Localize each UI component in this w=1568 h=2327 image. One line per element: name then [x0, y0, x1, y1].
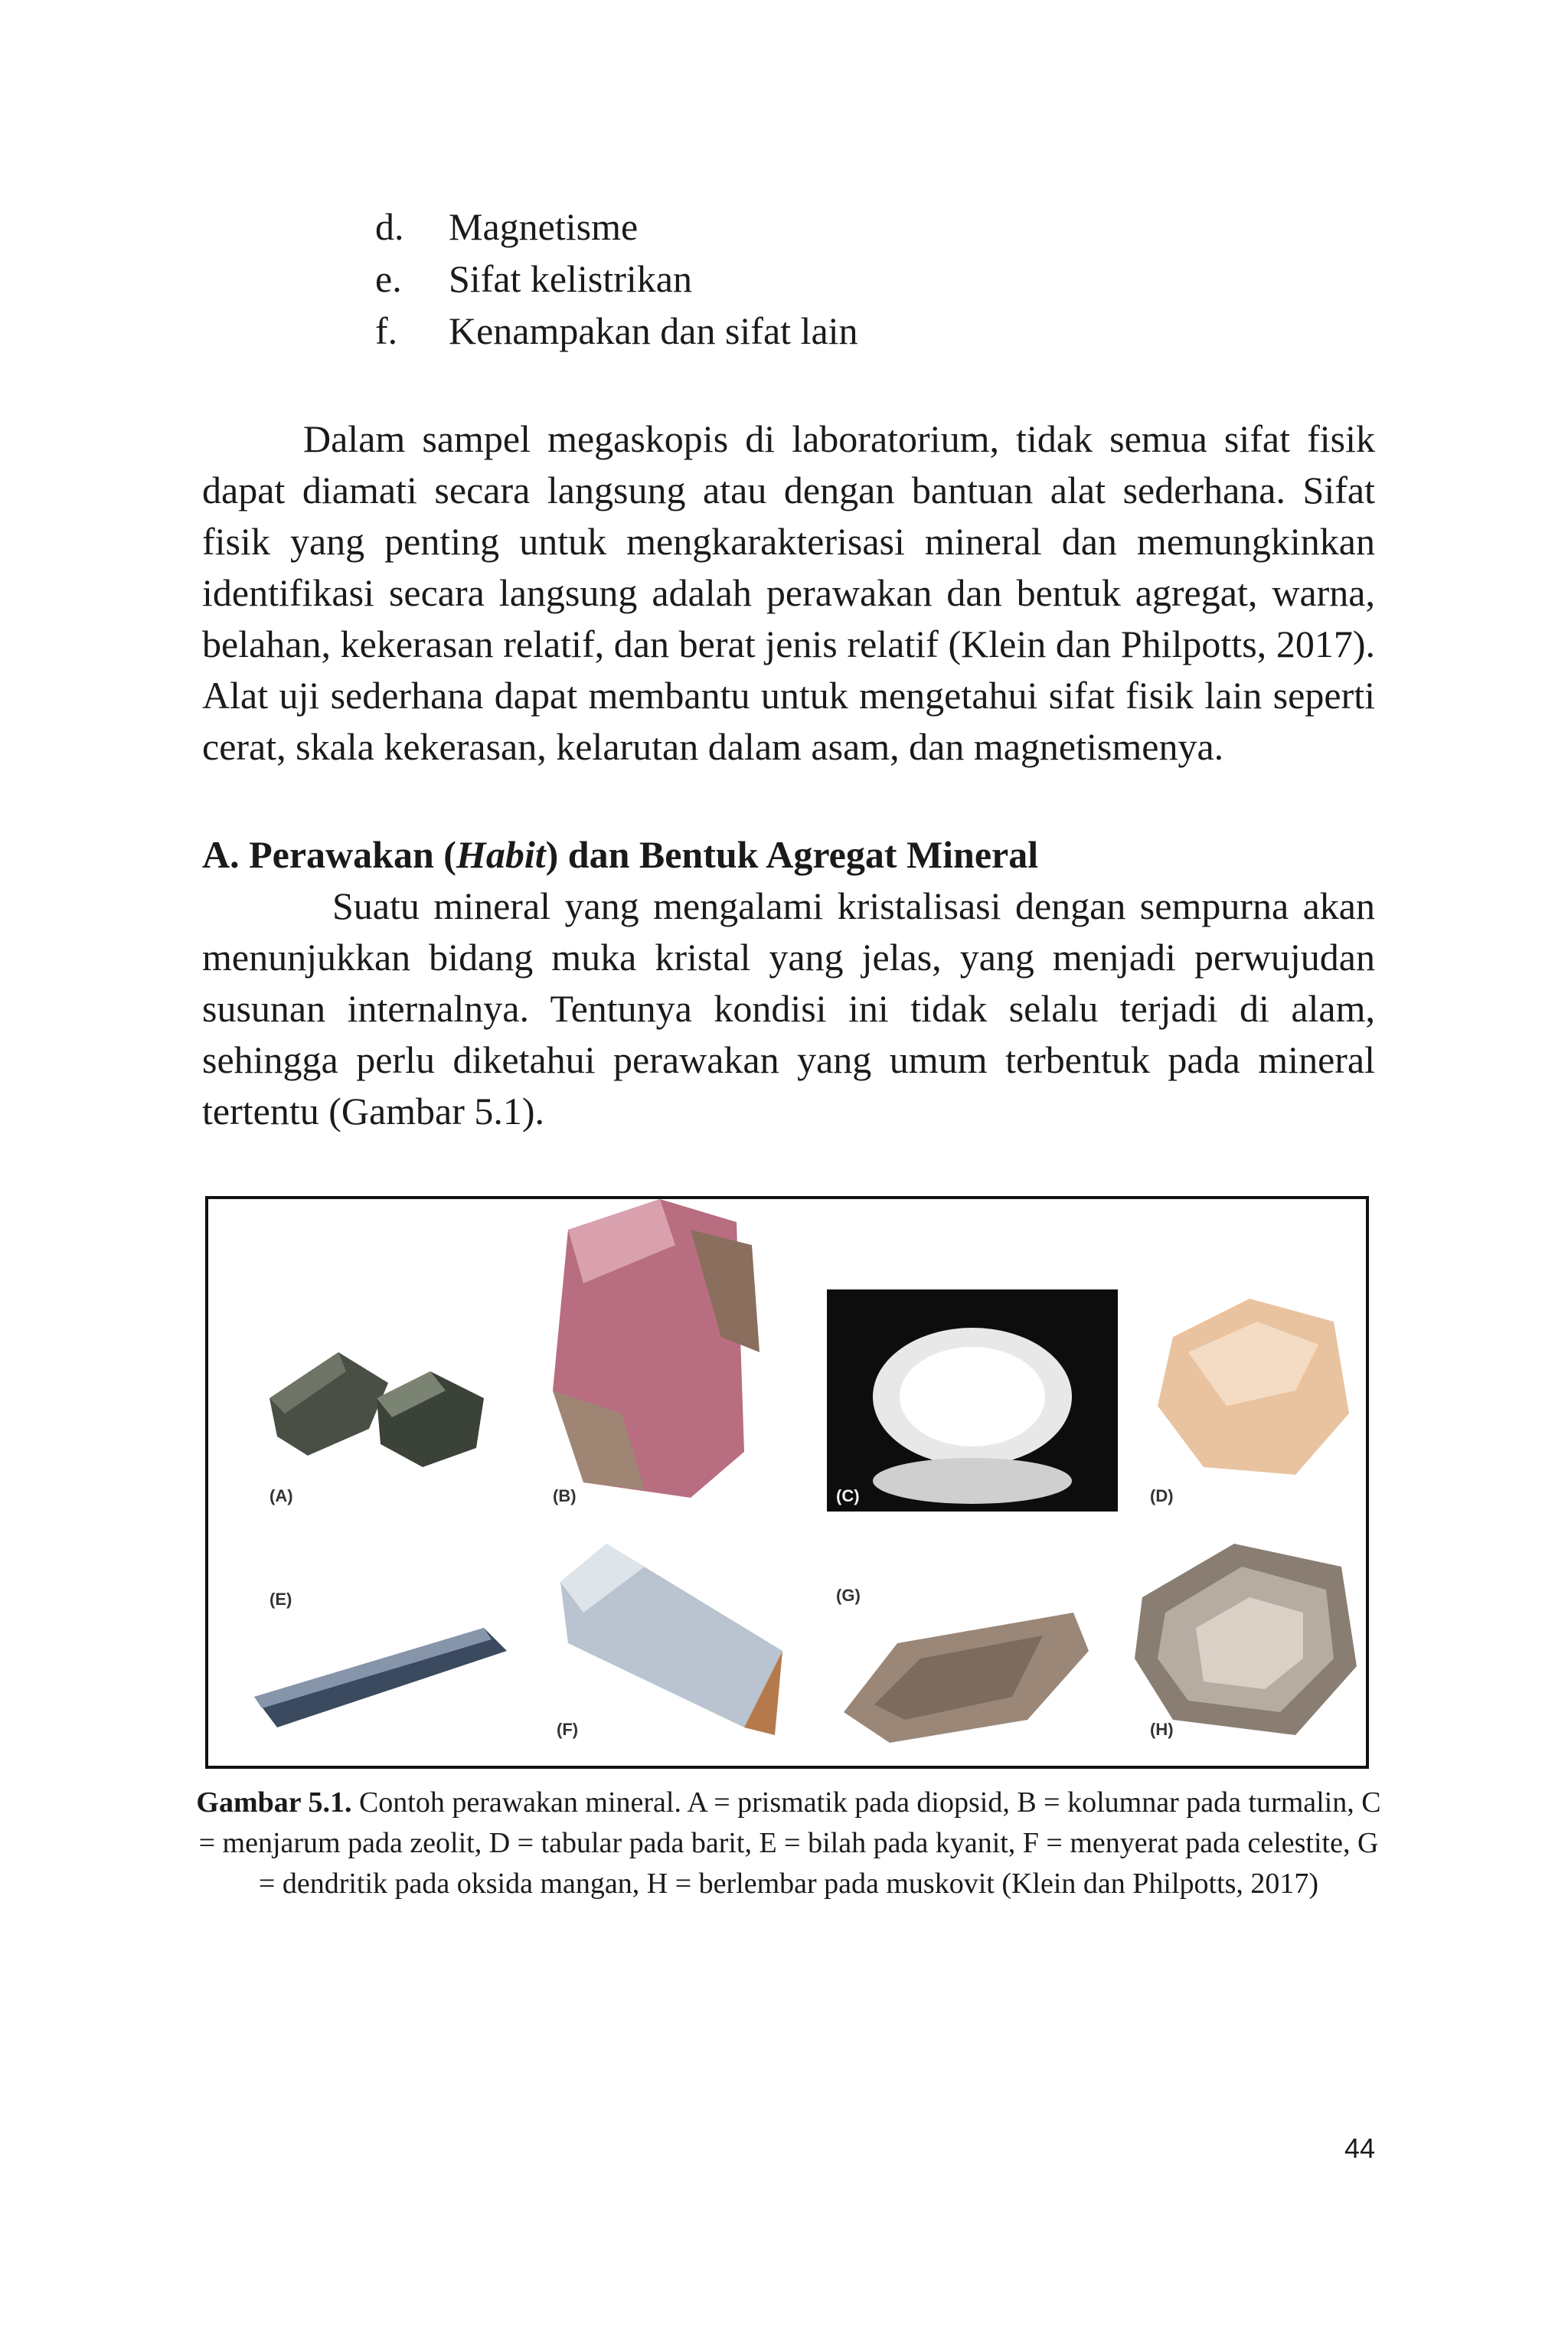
panel-b-image [537, 1199, 782, 1505]
panel-c-image [827, 1289, 1118, 1512]
bullet-list [375, 201, 858, 357]
heading-prefix: A. Perawakan ( [202, 833, 456, 876]
heading-suffix: ) dan Bentuk Agregat Mineral [545, 833, 1039, 876]
panel-label: (H) [1150, 1720, 1174, 1739]
panel-h-image [1127, 1536, 1364, 1743]
caption-lead: Gambar 5.1. [196, 1786, 352, 1819]
panel-label: (E) [270, 1590, 292, 1609]
list-marker: f. [375, 309, 398, 352]
paragraph-intro: Dalam sampel megaskopis di laboratorium, tidak semua sifat fisik dapat diamati secara langsung atau dengan bantuan alat sederhana. Sifat fisik yang penting untuk mengkarakterisasi mineral dan memungkinkan identifikasi secara langsung adalah perawakan dan bentuk agregat, warna, belahan, kekerasan relatif, dan berat jenis relatif (Klein dan Philpotts, 2017). Alat uji sederhana dapat membantu untuk mengetahui sifat fisik lain seperti cerat, skala kekerasan, kelarutan dalam asam, dan magnetismenya. [202, 417, 1375, 768]
panel-label: (D) [1150, 1486, 1174, 1505]
panel-f-image [553, 1536, 782, 1743]
panel-g-image [844, 1613, 1096, 1743]
panel-a-image [254, 1314, 507, 1482]
list-marker: e. [375, 257, 402, 300]
panel-label: (C) [836, 1486, 860, 1505]
panel-label: (G) [836, 1586, 861, 1605]
panel-d-image [1142, 1291, 1364, 1490]
heading-italic: Habit [456, 833, 546, 876]
list-marker: d. [375, 205, 404, 248]
panel-e-image [254, 1613, 514, 1727]
list-text: Magnetisme [449, 205, 639, 248]
panel-label: (F) [557, 1720, 579, 1739]
caption-text: Contoh perawakan mineral. A = prismatik pada diopsid, B = kolumnar pada turmalin, C = menjarum pada zeolit, D = tabular pada barit, E = bilah pada kyanit, F = menyerat pada celestite, G = dendritik pada oksida mangan, H = berlembar pada muskovit (Klein dan Philpotts, 2017) [198, 1786, 1381, 1900]
mineral-figure [205, 1196, 1369, 1769]
panel-label: (A) [270, 1486, 293, 1505]
section-heading [202, 829, 1038, 881]
list-text: Kenampakan dan sifat lain [449, 309, 858, 352]
list-item [375, 201, 858, 253]
panel-label: (B) [553, 1486, 577, 1505]
paragraph-habit: Suatu mineral yang mengalami kristalisasi dengan sempurna akan menunjukkan bidang muka kristal yang jelas, yang menjadi perwujudan susunan internalnya. Tentunya kondisi ini tidak selalu terjadi di alam, sehingga perlu diketahui perawakan yang umum terbentuk pada mineral tertentu (Gambar 5.1). [202, 884, 1375, 1132]
figure-caption [191, 1783, 1386, 1904]
list-item [375, 305, 858, 357]
list-item [375, 253, 858, 305]
page-number: 44 [1344, 2133, 1375, 2164]
list-text: Sifat kelistrikan [449, 257, 692, 300]
